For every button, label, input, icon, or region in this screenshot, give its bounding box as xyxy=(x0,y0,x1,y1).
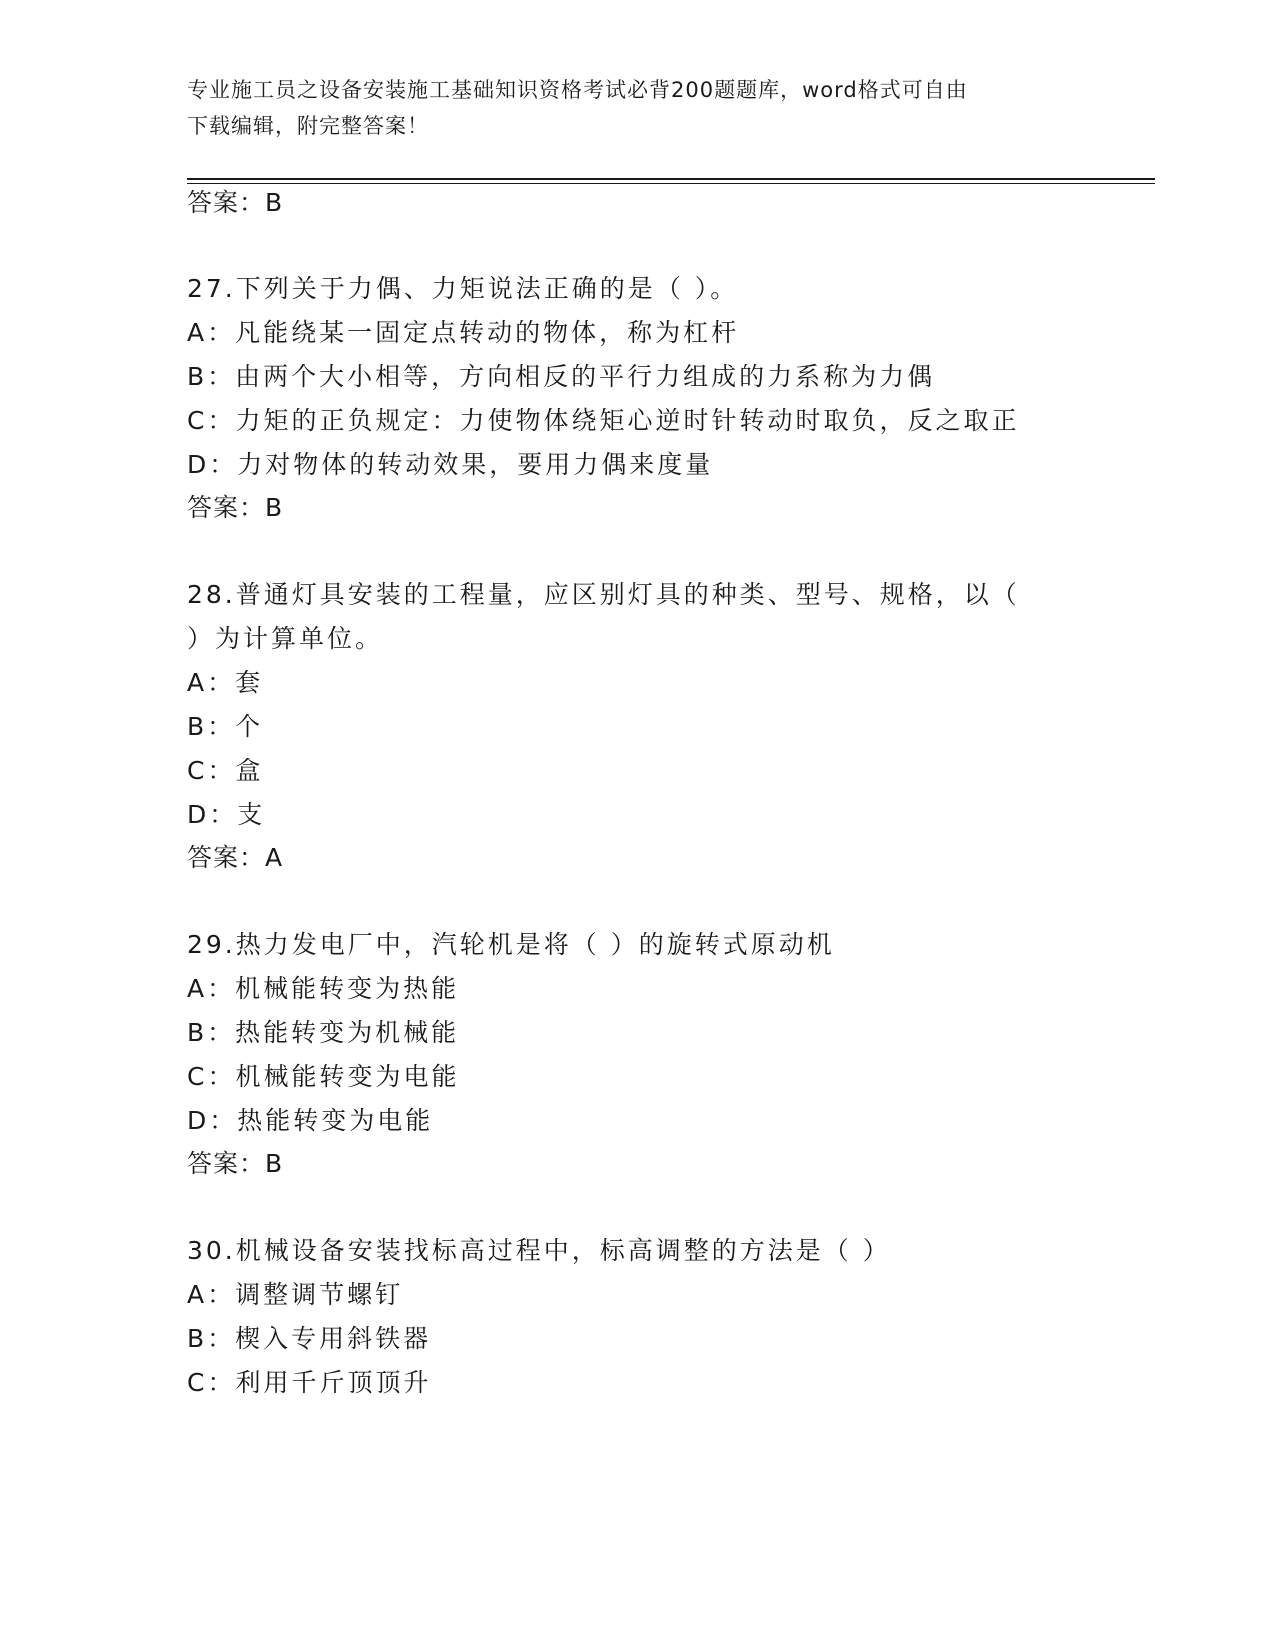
header-divider xyxy=(187,178,1155,180)
page-header xyxy=(187,72,1087,144)
header-line-1: 专业施工员之设备安装施工基础知识资格考试必背200题题库，word格式可自由 xyxy=(187,78,968,102)
answer-line: 答案：B xyxy=(187,188,284,217)
answer-line: 答案：B xyxy=(187,1149,284,1178)
question-stem: 28.普通灯具安装的工程量，应区别灯具的种类、型号、规格，以（ xyxy=(187,580,1020,609)
question-option: C：力矩的正负规定：力使物体绕矩心逆时针转动时取负，反之取正 xyxy=(187,406,1020,435)
answer-line: 答案：B xyxy=(187,493,284,522)
question-option: B：热能转变为机械能 xyxy=(187,1018,460,1047)
header-divider-thin xyxy=(187,183,1155,184)
question-option: A：调整调节螺钉 xyxy=(187,1280,404,1309)
question-option: B：由两个大小相等，方向相反的平行力组成的力系称为力偶 xyxy=(187,362,936,391)
question-stem: 29.热力发电厂中，汽轮机是将（ ）的旋转式原动机 xyxy=(187,930,835,959)
question-stem: 27.下列关于力偶、力矩说法正确的是（ ）。 xyxy=(187,274,739,303)
question-option: A：机械能转变为热能 xyxy=(187,974,460,1003)
header-line-2: 下载编辑，附完整答案！ xyxy=(187,114,429,138)
answer-line: 答案：A xyxy=(187,843,284,872)
question-stem: 30.机械设备安装找标高过程中，标高调整的方法是（ ） xyxy=(187,1236,891,1265)
question-stem: ）为计算单位。 xyxy=(187,624,384,653)
question-option: B：个 xyxy=(187,712,264,741)
question-option: B：楔入专用斜铁器 xyxy=(187,1324,432,1353)
question-option: A：凡能绕某一固定点转动的物体，称为杠杆 xyxy=(187,318,740,347)
question-option: D：力对物体的转动效果，要用力偶来度量 xyxy=(187,450,714,479)
question-option: D：支 xyxy=(187,800,266,829)
question-option: C：利用千斤顶顶升 xyxy=(187,1368,432,1397)
question-option: C：盒 xyxy=(187,756,264,785)
question-option: D：热能转变为电能 xyxy=(187,1106,434,1135)
question-option: C：机械能转变为电能 xyxy=(187,1062,460,1091)
question-option: A：套 xyxy=(187,668,264,697)
